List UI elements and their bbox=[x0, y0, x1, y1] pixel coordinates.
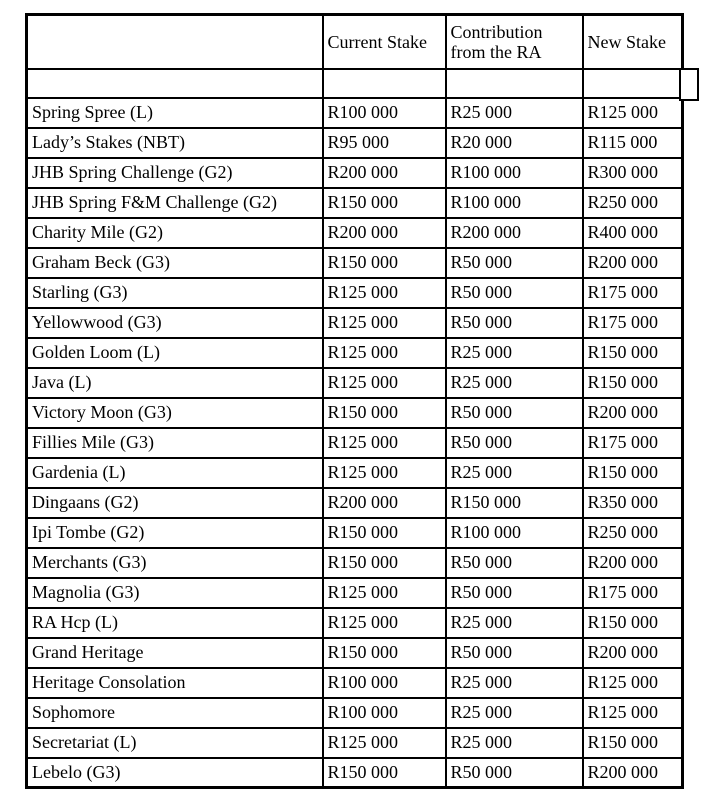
contribution-cell: R25 000 bbox=[446, 698, 583, 728]
new-stake-cell: R125 000 bbox=[583, 98, 683, 128]
race-name-cell: Spring Spree (L) bbox=[27, 98, 323, 128]
table-row bbox=[27, 248, 683, 278]
contribution-cell: R100 000 bbox=[446, 518, 583, 548]
current-stake-cell: R100 000 bbox=[323, 698, 446, 728]
column-header-current-stake: Current Stake bbox=[323, 15, 446, 69]
new-stake-cell: R200 000 bbox=[583, 548, 683, 578]
contribution-cell: R50 000 bbox=[446, 428, 583, 458]
contribution-cell: R50 000 bbox=[446, 638, 583, 668]
race-name-cell: Secretariat (L) bbox=[27, 728, 323, 758]
table-row bbox=[27, 458, 683, 488]
contribution-cell: R25 000 bbox=[446, 98, 583, 128]
current-stake-cell: R125 000 bbox=[323, 338, 446, 368]
table-row bbox=[27, 218, 683, 248]
current-stake-cell: R100 000 bbox=[323, 668, 446, 698]
contribution-cell: R50 000 bbox=[446, 578, 583, 608]
table-row bbox=[27, 698, 683, 728]
race-name-cell: Yellowwood (G3) bbox=[27, 308, 323, 338]
current-stake-cell: R125 000 bbox=[323, 368, 446, 398]
current-stake-cell: R150 000 bbox=[323, 638, 446, 668]
table-row bbox=[27, 668, 683, 698]
current-stake-cell: R95 000 bbox=[323, 128, 446, 158]
empty-cell bbox=[323, 69, 446, 98]
new-stake-cell: R250 000 bbox=[583, 518, 683, 548]
new-stake-cell: R125 000 bbox=[583, 698, 683, 728]
new-stake-cell: R150 000 bbox=[583, 608, 683, 638]
current-stake-cell: R150 000 bbox=[323, 518, 446, 548]
new-stake-cell: R200 000 bbox=[583, 638, 683, 668]
table-row bbox=[27, 338, 683, 368]
current-stake-cell: R125 000 bbox=[323, 578, 446, 608]
new-stake-cell: R150 000 bbox=[583, 338, 683, 368]
column-header-new-stake: New Stake bbox=[583, 15, 683, 69]
race-name-cell: Gardenia (L) bbox=[27, 458, 323, 488]
contribution-cell: R25 000 bbox=[446, 338, 583, 368]
contribution-cell: R25 000 bbox=[446, 368, 583, 398]
table-row bbox=[27, 368, 683, 398]
race-name-cell: Dingaans (G2) bbox=[27, 488, 323, 518]
column-header-race bbox=[27, 15, 323, 69]
new-stake-cell: R175 000 bbox=[583, 428, 683, 458]
contribution-cell: R200 000 bbox=[446, 218, 583, 248]
contribution-cell: R50 000 bbox=[446, 548, 583, 578]
race-name-cell: Graham Beck (G3) bbox=[27, 248, 323, 278]
empty-cell bbox=[27, 69, 323, 98]
current-stake-cell: R150 000 bbox=[323, 248, 446, 278]
new-stake-cell: R175 000 bbox=[583, 578, 683, 608]
contribution-cell: R50 000 bbox=[446, 248, 583, 278]
contribution-cell: R100 000 bbox=[446, 158, 583, 188]
current-stake-cell: R150 000 bbox=[323, 398, 446, 428]
contribution-cell: R25 000 bbox=[446, 458, 583, 488]
stakes-table bbox=[25, 13, 684, 789]
table-row bbox=[27, 758, 683, 788]
contribution-cell: R150 000 bbox=[446, 488, 583, 518]
current-stake-cell: R200 000 bbox=[323, 158, 446, 188]
race-name-cell: Starling (G3) bbox=[27, 278, 323, 308]
current-stake-cell: R125 000 bbox=[323, 428, 446, 458]
contribution-cell: R20 000 bbox=[446, 128, 583, 158]
new-stake-cell: R150 000 bbox=[583, 368, 683, 398]
current-stake-cell: R200 000 bbox=[323, 218, 446, 248]
empty-cell bbox=[446, 69, 583, 98]
empty-cell bbox=[583, 69, 683, 98]
new-stake-cell: R250 000 bbox=[583, 188, 683, 218]
current-stake-cell: R150 000 bbox=[323, 188, 446, 218]
table-row bbox=[27, 308, 683, 338]
table-row bbox=[27, 488, 683, 518]
contribution-cell: R25 000 bbox=[446, 668, 583, 698]
current-stake-cell: R150 000 bbox=[323, 548, 446, 578]
contribution-cell: R50 000 bbox=[446, 308, 583, 338]
table-row bbox=[27, 188, 683, 218]
table-row bbox=[27, 428, 683, 458]
table-row bbox=[27, 398, 683, 428]
table-row bbox=[27, 98, 683, 128]
current-stake-cell: R125 000 bbox=[323, 308, 446, 338]
current-stake-cell: R125 000 bbox=[323, 278, 446, 308]
contribution-cell: R25 000 bbox=[446, 728, 583, 758]
new-stake-cell: R115 000 bbox=[583, 128, 683, 158]
empty-row bbox=[27, 69, 683, 98]
race-name-cell: Lady’s Stakes (NBT) bbox=[27, 128, 323, 158]
new-stake-cell: R200 000 bbox=[583, 248, 683, 278]
new-stake-cell: R200 000 bbox=[583, 758, 683, 788]
race-name-cell: Java (L) bbox=[27, 368, 323, 398]
race-name-cell: Grand Heritage bbox=[27, 638, 323, 668]
contribution-cell: R25 000 bbox=[446, 608, 583, 638]
contribution-cell: R50 000 bbox=[446, 398, 583, 428]
new-stake-cell: R150 000 bbox=[583, 458, 683, 488]
header-row bbox=[27, 15, 683, 69]
current-stake-cell: R100 000 bbox=[323, 98, 446, 128]
current-stake-cell: R125 000 bbox=[323, 728, 446, 758]
table-row bbox=[27, 608, 683, 638]
new-stake-cell: R150 000 bbox=[583, 728, 683, 758]
table-row bbox=[27, 158, 683, 188]
race-name-cell: Merchants (G3) bbox=[27, 548, 323, 578]
race-name-cell: Victory Moon (G3) bbox=[27, 398, 323, 428]
current-stake-cell: R125 000 bbox=[323, 458, 446, 488]
race-name-cell: Magnolia (G3) bbox=[27, 578, 323, 608]
table-row bbox=[27, 548, 683, 578]
table-row bbox=[27, 518, 683, 548]
end-of-row-marker-icon bbox=[679, 68, 699, 101]
new-stake-cell: R175 000 bbox=[583, 308, 683, 338]
current-stake-cell: R200 000 bbox=[323, 488, 446, 518]
contribution-cell: R100 000 bbox=[446, 188, 583, 218]
new-stake-cell: R175 000 bbox=[583, 278, 683, 308]
current-stake-cell: R150 000 bbox=[323, 758, 446, 788]
new-stake-cell: R125 000 bbox=[583, 668, 683, 698]
new-stake-cell: R400 000 bbox=[583, 218, 683, 248]
race-name-cell: JHB Spring F&M Challenge (G2) bbox=[27, 188, 323, 218]
race-name-cell: Fillies Mile (G3) bbox=[27, 428, 323, 458]
new-stake-cell: R200 000 bbox=[583, 398, 683, 428]
race-name-cell: RA Hcp (L) bbox=[27, 608, 323, 638]
table-row bbox=[27, 728, 683, 758]
race-name-cell: Sophomore bbox=[27, 698, 323, 728]
contribution-cell: R50 000 bbox=[446, 758, 583, 788]
race-name-cell: Ipi Tombe (G2) bbox=[27, 518, 323, 548]
new-stake-cell: R300 000 bbox=[583, 158, 683, 188]
contribution-cell: R50 000 bbox=[446, 278, 583, 308]
race-name-cell: Lebelo (G3) bbox=[27, 758, 323, 788]
table-row bbox=[27, 278, 683, 308]
current-stake-cell: R125 000 bbox=[323, 608, 446, 638]
column-header-contribution: Contribution from the RA bbox=[446, 15, 583, 69]
table-body bbox=[27, 98, 683, 788]
table-row bbox=[27, 128, 683, 158]
race-name-cell: JHB Spring Challenge (G2) bbox=[27, 158, 323, 188]
race-name-cell: Heritage Consolation bbox=[27, 668, 323, 698]
table-row bbox=[27, 638, 683, 668]
table-row bbox=[27, 578, 683, 608]
race-name-cell: Golden Loom (L) bbox=[27, 338, 323, 368]
race-name-cell: Charity Mile (G2) bbox=[27, 218, 323, 248]
new-stake-cell: R350 000 bbox=[583, 488, 683, 518]
